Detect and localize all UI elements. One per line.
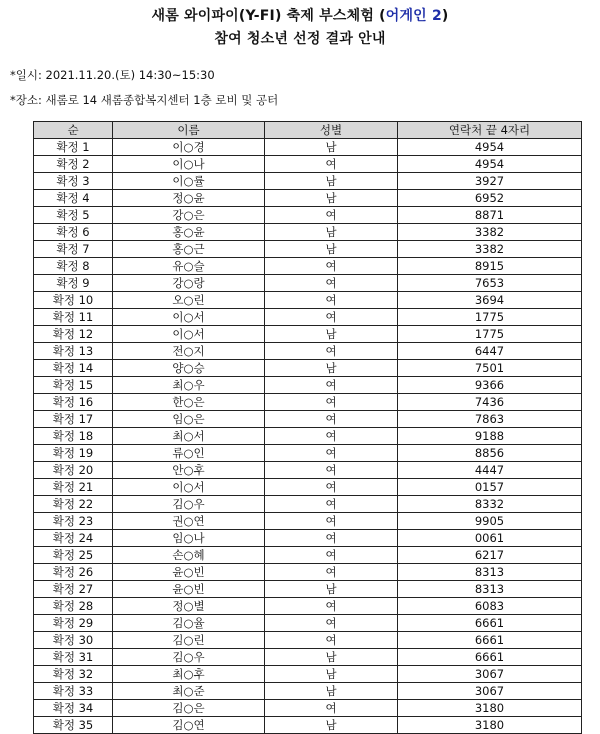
row-gender: 남 — [265, 360, 398, 377]
row-name: 류○인 — [113, 445, 265, 462]
row-gender: 여 — [265, 632, 398, 649]
row-name: 유○슬 — [113, 258, 265, 275]
table-row — [34, 292, 582, 309]
row-phone: 3694 — [398, 292, 582, 309]
row-gender: 남 — [265, 224, 398, 241]
table-row — [34, 649, 582, 666]
row-gender: 남 — [265, 139, 398, 156]
table-header-row — [34, 122, 582, 139]
row-name: 권○연 — [113, 513, 265, 530]
table-row — [34, 326, 582, 343]
row-order: 확정 26 — [34, 564, 113, 581]
row-gender: 여 — [265, 530, 398, 547]
table-row — [34, 139, 582, 156]
row-order: 확정 11 — [34, 309, 113, 326]
row-name: 정○윤 — [113, 190, 265, 207]
row-phone: 6447 — [398, 343, 582, 360]
selection-result-table — [33, 121, 582, 734]
row-gender: 남 — [265, 173, 398, 190]
row-name: 김○우 — [113, 496, 265, 513]
table-row — [34, 581, 582, 598]
row-order: 확정 10 — [34, 292, 113, 309]
table-row — [34, 564, 582, 581]
row-name: 김○은 — [113, 700, 265, 717]
row-phone: 3382 — [398, 224, 582, 241]
header-gender: 성별 — [265, 122, 398, 139]
row-order: 확정 35 — [34, 717, 113, 734]
row-order: 확정 17 — [34, 411, 113, 428]
row-name: 이○서 — [113, 326, 265, 343]
event-place: *장소: 새롬로 14 새롬종합복지센터 1층 로비 및 공터 — [10, 93, 279, 107]
row-name: 윤○빈 — [113, 581, 265, 598]
row-phone: 6083 — [398, 598, 582, 615]
table-row — [34, 717, 582, 734]
event-title-prefix: 새롬 와이파이(Y-FI) 축제 부스체험 ( — [151, 8, 386, 24]
event-title-highlight: 어게인 2 — [385, 8, 442, 24]
table-row — [34, 241, 582, 258]
row-name: 김○율 — [113, 615, 265, 632]
table-row — [34, 530, 582, 547]
row-gender: 남 — [265, 717, 398, 734]
table-row — [34, 343, 582, 360]
table-row — [34, 173, 582, 190]
row-order: 확정 29 — [34, 615, 113, 632]
row-phone: 8332 — [398, 496, 582, 513]
table-row — [34, 547, 582, 564]
row-gender: 여 — [265, 377, 398, 394]
row-name: 윤○빈 — [113, 564, 265, 581]
header-name: 이름 — [113, 122, 265, 139]
row-phone: 7501 — [398, 360, 582, 377]
event-title-suffix: ) — [441, 8, 449, 24]
event-date: *일시: 2021.11.20.(토) 14:30~15:30 — [10, 68, 215, 82]
row-order: 확정 1 — [34, 139, 113, 156]
row-gender: 남 — [265, 666, 398, 683]
row-phone: 3067 — [398, 683, 582, 700]
row-phone: 6217 — [398, 547, 582, 564]
row-phone: 3927 — [398, 173, 582, 190]
row-phone: 8915 — [398, 258, 582, 275]
row-order: 확정 33 — [34, 683, 113, 700]
table-row — [34, 258, 582, 275]
row-gender: 여 — [265, 292, 398, 309]
row-order: 확정 15 — [34, 377, 113, 394]
row-name: 김○연 — [113, 717, 265, 734]
row-order: 확정 16 — [34, 394, 113, 411]
row-name: 홍○근 — [113, 241, 265, 258]
row-gender: 남 — [265, 190, 398, 207]
row-phone: 4954 — [398, 139, 582, 156]
row-order: 확정 3 — [34, 173, 113, 190]
row-gender: 여 — [265, 564, 398, 581]
row-name: 한○은 — [113, 394, 265, 411]
row-gender: 여 — [265, 343, 398, 360]
row-phone: 3180 — [398, 717, 582, 734]
row-order: 확정 30 — [34, 632, 113, 649]
table-row — [34, 394, 582, 411]
table-row — [34, 700, 582, 717]
table-row — [34, 632, 582, 649]
table-row — [34, 513, 582, 530]
row-phone: 0157 — [398, 479, 582, 496]
row-name: 강○은 — [113, 207, 265, 224]
row-gender: 여 — [265, 411, 398, 428]
row-order: 확정 12 — [34, 326, 113, 343]
row-order: 확정 4 — [34, 190, 113, 207]
row-name: 손○혜 — [113, 547, 265, 564]
row-gender: 남 — [265, 649, 398, 666]
row-order: 확정 8 — [34, 258, 113, 275]
row-name: 이○경 — [113, 139, 265, 156]
row-phone: 8871 — [398, 207, 582, 224]
event-subtitle: 참여 청소년 선정 결과 안내 — [214, 31, 386, 47]
row-order: 확정 9 — [34, 275, 113, 292]
row-phone: 3067 — [398, 666, 582, 683]
row-order: 확정 13 — [34, 343, 113, 360]
table-row — [34, 411, 582, 428]
row-gender: 여 — [265, 479, 398, 496]
table-row — [34, 275, 582, 292]
row-phone: 8856 — [398, 445, 582, 462]
table-row — [34, 360, 582, 377]
table-row — [34, 207, 582, 224]
row-gender: 여 — [265, 462, 398, 479]
row-gender: 여 — [265, 615, 398, 632]
row-gender: 남 — [265, 326, 398, 343]
row-phone: 8313 — [398, 564, 582, 581]
table-row — [34, 445, 582, 462]
header-phone: 연락처 끝 4자리 — [398, 122, 582, 139]
row-order: 확정 31 — [34, 649, 113, 666]
row-phone: 7653 — [398, 275, 582, 292]
row-order: 확정 32 — [34, 666, 113, 683]
table-row — [34, 156, 582, 173]
row-name: 김○우 — [113, 649, 265, 666]
row-order: 확정 2 — [34, 156, 113, 173]
row-name: 최○서 — [113, 428, 265, 445]
row-gender: 남 — [265, 683, 398, 700]
row-order: 확정 28 — [34, 598, 113, 615]
row-phone: 4954 — [398, 156, 582, 173]
table-row — [34, 377, 582, 394]
row-name: 최○후 — [113, 666, 265, 683]
row-gender: 여 — [265, 547, 398, 564]
table-row — [34, 462, 582, 479]
row-name: 김○린 — [113, 632, 265, 649]
row-order: 확정 21 — [34, 479, 113, 496]
row-phone: 1775 — [398, 309, 582, 326]
row-name: 최○준 — [113, 683, 265, 700]
row-gender: 여 — [265, 445, 398, 462]
row-phone: 6661 — [398, 615, 582, 632]
event-title — [0, 6, 600, 26]
row-order: 확정 27 — [34, 581, 113, 598]
row-phone: 6952 — [398, 190, 582, 207]
row-gender: 여 — [265, 309, 398, 326]
table-row — [34, 190, 582, 207]
row-gender: 여 — [265, 428, 398, 445]
row-name: 양○승 — [113, 360, 265, 377]
row-gender: 여 — [265, 394, 398, 411]
row-order: 확정 18 — [34, 428, 113, 445]
row-phone: 3382 — [398, 241, 582, 258]
table-row — [34, 496, 582, 513]
row-order: 확정 19 — [34, 445, 113, 462]
row-phone: 1775 — [398, 326, 582, 343]
row-phone: 8313 — [398, 581, 582, 598]
row-name: 임○나 — [113, 530, 265, 547]
table-row — [34, 683, 582, 700]
row-name: 전○지 — [113, 343, 265, 360]
row-gender: 여 — [265, 258, 398, 275]
row-phone: 6661 — [398, 649, 582, 666]
row-order: 확정 6 — [34, 224, 113, 241]
row-phone: 3180 — [398, 700, 582, 717]
title-block — [0, 0, 600, 49]
row-order: 확정 7 — [34, 241, 113, 258]
row-name: 이○서 — [113, 479, 265, 496]
row-order: 확정 23 — [34, 513, 113, 530]
row-name: 안○후 — [113, 462, 265, 479]
row-phone: 0061 — [398, 530, 582, 547]
row-name: 이○서 — [113, 309, 265, 326]
row-gender: 여 — [265, 156, 398, 173]
row-name: 이○나 — [113, 156, 265, 173]
row-order: 확정 5 — [34, 207, 113, 224]
table-row — [34, 428, 582, 445]
row-gender: 남 — [265, 581, 398, 598]
table-row — [34, 309, 582, 326]
row-name: 홍○윤 — [113, 224, 265, 241]
row-name: 최○우 — [113, 377, 265, 394]
row-order: 확정 34 — [34, 700, 113, 717]
table-body — [34, 139, 582, 734]
row-phone: 9188 — [398, 428, 582, 445]
row-name: 오○린 — [113, 292, 265, 309]
row-phone: 6661 — [398, 632, 582, 649]
row-gender: 남 — [265, 241, 398, 258]
row-name: 임○은 — [113, 411, 265, 428]
row-gender: 여 — [265, 496, 398, 513]
row-gender: 여 — [265, 513, 398, 530]
table-row — [34, 615, 582, 632]
row-phone: 4447 — [398, 462, 582, 479]
table-row — [34, 666, 582, 683]
row-phone: 9366 — [398, 377, 582, 394]
row-gender: 여 — [265, 598, 398, 615]
row-name: 강○랑 — [113, 275, 265, 292]
row-order: 확정 20 — [34, 462, 113, 479]
row-phone: 9905 — [398, 513, 582, 530]
row-gender: 여 — [265, 700, 398, 717]
table-row — [34, 598, 582, 615]
row-phone: 7863 — [398, 411, 582, 428]
row-name: 정○별 — [113, 598, 265, 615]
row-gender: 여 — [265, 207, 398, 224]
row-order: 확정 14 — [34, 360, 113, 377]
row-gender: 여 — [265, 275, 398, 292]
row-order: 확정 24 — [34, 530, 113, 547]
row-order: 확정 25 — [34, 547, 113, 564]
row-phone: 7436 — [398, 394, 582, 411]
table-row — [34, 479, 582, 496]
header-order: 순 — [34, 122, 113, 139]
row-name: 이○률 — [113, 173, 265, 190]
table-row — [34, 224, 582, 241]
row-order: 확정 22 — [34, 496, 113, 513]
